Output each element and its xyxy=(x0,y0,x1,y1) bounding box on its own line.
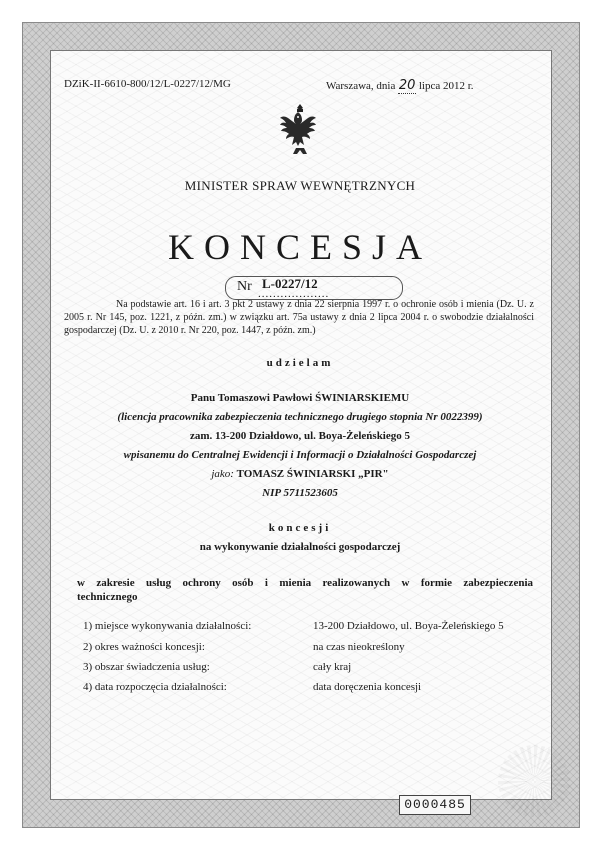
recipient-address: zam. 13-200 Działdowo, ul. Boya-Żeleńskiego 5 xyxy=(190,430,410,442)
detail-label-4: 4) data rozpoczęcia działalności: xyxy=(83,681,227,693)
number-label: Nr xyxy=(237,279,252,294)
recipient-name: Panu Tomaszowi Pawłowi ŚWINIARSKIEMU xyxy=(190,392,410,404)
handwritten-day: 20 xyxy=(398,78,416,93)
scope-of-concession: w zakresie usług ochrony osób i mienia realizowanych w formie zabezpieczenia technicznego xyxy=(77,577,533,603)
number-dots: ................... xyxy=(258,288,330,300)
detail-label-3: 3) obszar świadczenia usług: xyxy=(83,661,210,673)
recipient-license: (licencja pracownika zabezpieczenia technicznego drugiego stopnia Nr 0022399) xyxy=(117,411,483,423)
polish-eagle-icon xyxy=(276,100,324,160)
trade-name: TOMASZ ŚWINIARSKI „PIR" xyxy=(236,468,389,480)
detail-value-1: 13-200 Działdowo, ul. Boya-Żeleńskiego 5 xyxy=(313,620,504,632)
place-date xyxy=(326,78,474,94)
reference-number: DZiK-II-6610-800/12/L-0227/12/MG xyxy=(64,78,231,90)
trade-prefix: jako: xyxy=(211,468,234,480)
detail-value-2: na czas nieokreślony xyxy=(313,641,405,653)
rosette-watermark xyxy=(498,745,570,817)
activity-description: na wykonywanie działalności gospodarczej xyxy=(199,541,401,553)
trade-name-line xyxy=(0,468,600,480)
issuer-title: MINISTER SPRAW WEWNĘTRZNYCH xyxy=(184,178,416,193)
place-suffix: lipca 2012 r. xyxy=(418,80,474,92)
detail-label-2: 2) okres ważności koncesji: xyxy=(83,641,205,653)
registry-note: wpisanemu do Centralnej Ewidencji i Informacji o Działalności Gospodarczej xyxy=(123,449,477,461)
concession-number: L-0227/12 xyxy=(262,276,318,291)
detail-value-3: cały kraj xyxy=(313,661,352,673)
nip-number: NIP 5711523605 xyxy=(262,487,338,499)
concession-word: koncesji xyxy=(268,522,332,534)
legal-basis: Na podstawie art. 16 i art. 3 pkt 2 ustawy z dnia 22 sierpnia 1997 r. o ochronie osób i mienia (Dz. U. z 2005 r. Nr 145, poz. 1221, z późn. zm.) w związku art. 75a ustawy z dnia 2 lipca 2004 r. o swobodzie działalności gospodarczej (Dz. U. z 2010 r. Nr 220, poz. 1447, z późn. zm.) xyxy=(64,299,534,336)
place-prefix: Warszawa, dnia xyxy=(326,80,396,92)
detail-value-4: data doręczenia koncesji xyxy=(313,681,422,693)
grant-word: udzielam xyxy=(266,357,334,369)
serial-number: 0000485 xyxy=(399,795,471,815)
detail-label-1: 1) miejsce wykonywania działalności: xyxy=(83,620,252,632)
document-title: KONCESJA xyxy=(167,227,433,267)
